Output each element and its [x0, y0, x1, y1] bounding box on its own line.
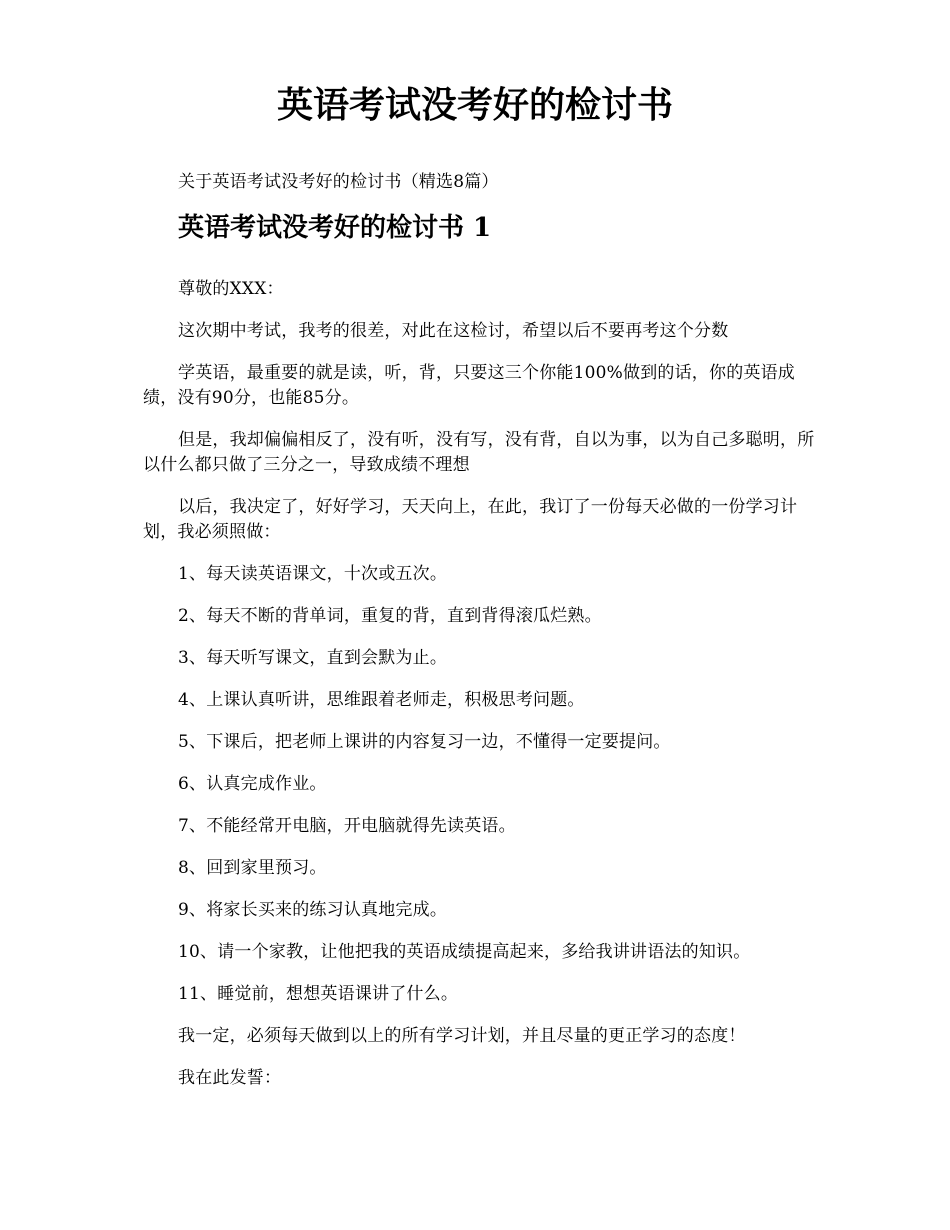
body-paragraph: 我在此发誓：	[178, 1068, 282, 1088]
body-paragraph: 我一定，必须每天做到以上的所有学习计划，并且尽量的更正学习的态度！	[178, 1026, 746, 1046]
plan-item: 8、回到家里预习。	[178, 858, 327, 878]
document-subtitle: 关于英语考试没考好的检讨书（精选8篇）	[178, 172, 499, 192]
body-paragraph: 但是，我却偏偏相反了，没有听，没有写，没有背，自以为事，以为自己多聪明，所以什么都只做了三分之一，导致成绩不理想	[143, 430, 815, 475]
body-paragraph: 以后，我决定了，好好学习，天天向上，在此，我订了一份每天必做的一份学习计划，我必须照做：	[143, 497, 798, 542]
letter-body	[143, 277, 815, 1108]
plan-item: 11、睡觉前，想想英语课讲了什么。	[178, 984, 459, 1004]
section-heading: 英语考试没考好的检讨书 1	[178, 213, 492, 243]
document-title: 英语考试没考好的检讨书	[276, 84, 673, 126]
plan-item: 1、每天读英语课文，十次或五次。	[178, 564, 448, 584]
plan-item: 3、每天听写课文，直到会默为止。	[178, 648, 448, 668]
plan-item: 9、将家长买来的练习认真地完成。	[178, 900, 448, 920]
plan-item: 4、上课认真听讲，思维跟着老师走，积极思考问题。	[178, 690, 585, 710]
plan-item: 5、下课后，把老师上课讲的内容复习一边，不懂得一定要提问。	[178, 732, 671, 752]
body-paragraph: 这次期中考试，我考的很差，对此在这检讨，希望以后不要再考这个分数	[178, 321, 729, 341]
body-paragraph: 学英语，最重要的就是读，听，背，只要这三个你能100%做到的话，你的英语成绩，没有90分，也能85分。	[143, 363, 795, 408]
plan-item: 7、不能经常开电脑，开电脑就得先读英语。	[178, 816, 516, 836]
plan-item: 2、每天不断的背单词，重复的背，直到背得滚瓜烂熟。	[178, 606, 602, 626]
plan-item: 6、认真完成作业。	[178, 774, 327, 794]
plan-item: 10、请一个家教，让他把我的英语成绩提高起来，多给我讲讲语法的知识。	[178, 942, 751, 962]
salutation: 尊敬的XXX：	[178, 279, 284, 299]
